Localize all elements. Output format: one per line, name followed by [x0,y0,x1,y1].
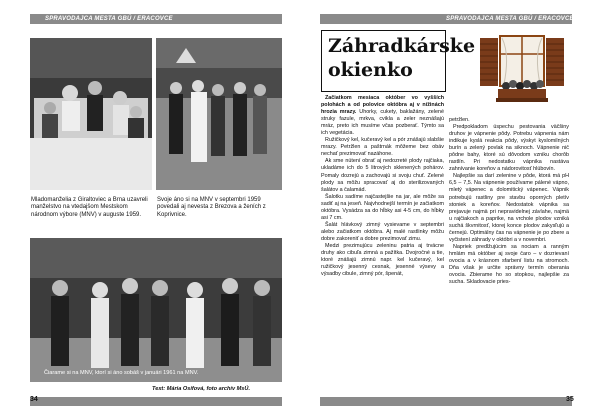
article-paragraph: Šalotku sadíme najčastejšie na jar, ale môže sa sadiť aj na jeseň. Najvhodnejší termín je začiatkom októbra. Vysádza sa do hĺbky asi 4-5 cm, do hĺbky asi 7 cm. [321,193,444,221]
wedding-photo-1 [30,38,152,190]
article-paragraph: Uhorky, cukety, baklažány, zelené struky fazule, mrkva, cvikla a zeler neznášajú mráz, preto ich musíme včas pozberať. Týmto sa ich vegetácia. [321,109,444,137]
article-paragraph: Šalát hlávkový zimný vysievame v septembri alebo začiatkom októbra. Aj malé rastlinky môžu dobre zakoreniť a dobre prezimovať zimu. [321,221,444,242]
wedding-photo-2 [156,38,282,190]
header-text: SPRAVODAJCA MESTA GBÚ / ERACOVCE [45,16,173,22]
section-title-line-2: okienko [328,59,413,81]
article-paragraph: Napriek predlžujúcim sa nociam a ranným hmlám má október aj svoje čaro – v dozrievaní ovocia a v krásnom sfarbení listu na stromoch. Dňa však je určite správny termín oberania ovocia. Zbierame ho so stopkou, najlepšie za sucha. Skladovacie pries- [449,243,569,286]
article-intro: Začiatkom mesiaca október vo vyšších polohách a od polovice októbra aj v nížinách hrozia mrazy. [321,95,444,116]
article-paragraph: Ak sme nútení obrať aj nedozreté plody rajčiaka, ukladáme ich do 5 litrových sklenených pohárov. Pomaly dozrejú a zachovajú si svoju chuť. Zelené plody sa môžu spracovať aj do sterilizovaných šalátov a čalamád. [321,158,444,193]
wedding-photo-3 [30,238,282,382]
photo-1-caption: Mladomanželia z Giraltoviec a Brna uzavreli manželstvo na vtedajšom Mestskom národnom výbore (MNV) v auguste 1959. [31,197,148,218]
header-text: SPRAVODAJCA MESTA GBÚ / ERACOVCE [446,16,574,22]
article-paragraph: Medzi prezimujúcu zeleninu patria aj trvácne druhy ako cibuľa zimná a pažítka. Dvojročné a tie, ktoré znášajú zimnú napr. kel kučeravý, kel ružičkový jesenný cesnak, jesenné výsevy a výsadby cibule, zimný pór, špenát, [321,242,444,278]
section-title-box [321,30,476,92]
article-paragraph: Predpokladom úspechu pestovania väčšiny druhov je vápnenie pôdy. Potrebu vápnenia nám indikuje kyslá reakcia pôdy, výskyt kyslomilných burín a zelený povlak na siknoch. Vápnenie nič pôdne bahy, ktoré sú dôvodom vzniku chorôb rastlín. Pri nedostatku vápnika nastáva zahnívanie koreňov a nádorovitosť hlúbovín. [449,124,569,173]
footer-bar [30,397,282,406]
photo-3-overlay-caption: Čiarame si na MNV, ktorí si áno sobáš v januári 1961 na MNV. [44,370,199,376]
page-number: 34 [30,396,38,403]
photo-credit: Text: Mária Osifová, foto archív MsÚ. [152,386,251,392]
article-column-2 [449,117,569,286]
window-flowerbox-illustration [480,34,564,106]
article-paragraph: Najlepšie sa darí zelenine v pôde, ktorá má pH 6,5 – 7,5. Na vápnenie používame pálené vápno, mletý vápenec a dolomitický vápenec. Vápnik potrebujú rastliny pre stavbu oporných pletív stoniek a koreňov. Nedostatok vápnika sa prejavuje najmä pri nepravidelnej závlahe, najmä u rajčiakoch a paprike, na vrchole plodov vzniká suchá škvrnitosť, ktorej konce plodov zakysľujú a černejú. Optimálny čas na vápnenie je po zbere a vyčistení záhrady v októbri a v novembri. [449,173,569,243]
footer-bar [320,397,572,406]
article-paragraph: Ružičkový kel, kučeravý kel a pór znášajú slabšie mrazy. Petržlen a paštrnák môžeme bez obáv nechať prezimovať nazáhone. [321,137,444,158]
section-title-line-1: Záhradkárske [328,35,476,57]
photo-2-caption: Svoje áno si na MNV v septembri 1959 povedali aj nevesta z Brezova a ženích z Koprivnice. [157,197,266,218]
article-column-1 [321,95,444,278]
page-number: 35 [566,396,574,403]
article-paragraph: petržlen. [449,117,470,123]
